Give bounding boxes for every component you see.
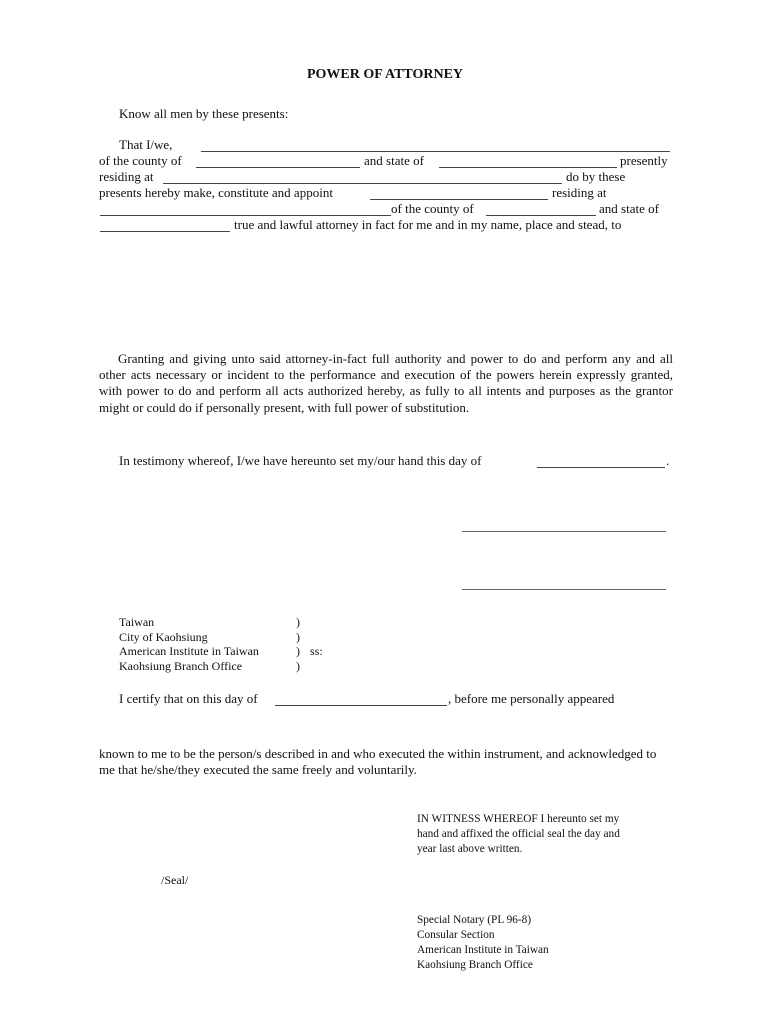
- grantor-label: That I/we,: [119, 137, 173, 152]
- attorney-county-label: of the county of: [391, 201, 474, 216]
- venue-paren: ): [296, 630, 300, 644]
- signature-line-1[interactable]: [462, 531, 666, 532]
- notary-office: Kaohsiung Branch Office: [417, 959, 533, 971]
- grantor-name-field[interactable]: [201, 151, 670, 152]
- venue-country: Taiwan: [119, 615, 155, 629]
- attorney-name-field[interactable]: [370, 199, 548, 200]
- do-by-these-text: do by these: [566, 169, 626, 184]
- seal-placeholder: /Seal/: [161, 873, 189, 887]
- venue-office: Kaohsiung Branch Office: [119, 659, 243, 673]
- venue-paren: ): [296, 659, 300, 673]
- certify-date-field[interactable]: [275, 705, 447, 706]
- county-label: of the county of: [99, 153, 182, 168]
- witness-line-2: hand and affixed the official seal the day and: [417, 828, 620, 840]
- witness-line-1: IN WITNESS WHEREOF I hereunto set my: [417, 813, 620, 825]
- venue-institute: American Institute in Taiwan: [119, 644, 259, 658]
- witness-line-3: year last above written.: [417, 843, 523, 855]
- county-field[interactable]: [196, 167, 360, 168]
- state-label: and state of: [364, 153, 424, 168]
- residence-field[interactable]: [163, 183, 562, 184]
- testimony-period: .: [666, 453, 670, 468]
- known-paragraph: known to me to be the person/s described in and who executed the within instrument, and acknowledged to me that he/she/they executed the same freely and voluntarily.: [99, 746, 657, 778]
- presently-text: presently: [620, 153, 668, 168]
- residing-label: residing at: [99, 169, 154, 184]
- certify-text: I certify that on this day of: [119, 691, 258, 706]
- venue-ss: ss:: [310, 644, 323, 658]
- venue-city: City of Kaohsiung: [119, 630, 208, 644]
- certify-appeared-text: , before me personally appeared: [448, 691, 615, 706]
- venue-paren: ): [296, 615, 300, 629]
- notary-title: Special Notary (PL 96-8): [417, 914, 532, 926]
- document-title: POWER OF ATTORNEY: [306, 67, 464, 82]
- attorney-residing-label: residing at: [552, 185, 607, 200]
- venue-paren: ): [296, 644, 300, 658]
- attorney-residence-field[interactable]: [100, 215, 391, 216]
- attorney-clause: true and lawful attorney in fact for me and in my name, place and stead, to: [234, 217, 622, 232]
- attorney-county-field[interactable]: [486, 215, 596, 216]
- appoint-label: presents hereby make, constitute and appoint: [99, 185, 333, 200]
- testimony-date-field[interactable]: [537, 467, 665, 468]
- granting-paragraph: Granting and giving unto said attorney-in-fact full authority and power to do and perform any and all other acts necessary or incident to the performance and execution of the powers herein expressly granted, with power to do and perform all acts authorized hereby, as fully to all intents and purposes as the grantor might or could do if personally present, with full power of substitution.: [99, 351, 673, 415]
- state-field[interactable]: [439, 167, 617, 168]
- attorney-state-label: and state of: [599, 201, 659, 216]
- attorney-state-field[interactable]: [100, 231, 230, 232]
- testimony-text: In testimony whereof, I/we have hereunto set my/our hand this day of: [119, 453, 482, 468]
- notary-section: Consular Section: [417, 929, 495, 941]
- intro-text: Know all men by these presents:: [119, 106, 289, 121]
- notary-institute: American Institute in Taiwan: [417, 944, 549, 956]
- signature-line-2[interactable]: [462, 589, 666, 590]
